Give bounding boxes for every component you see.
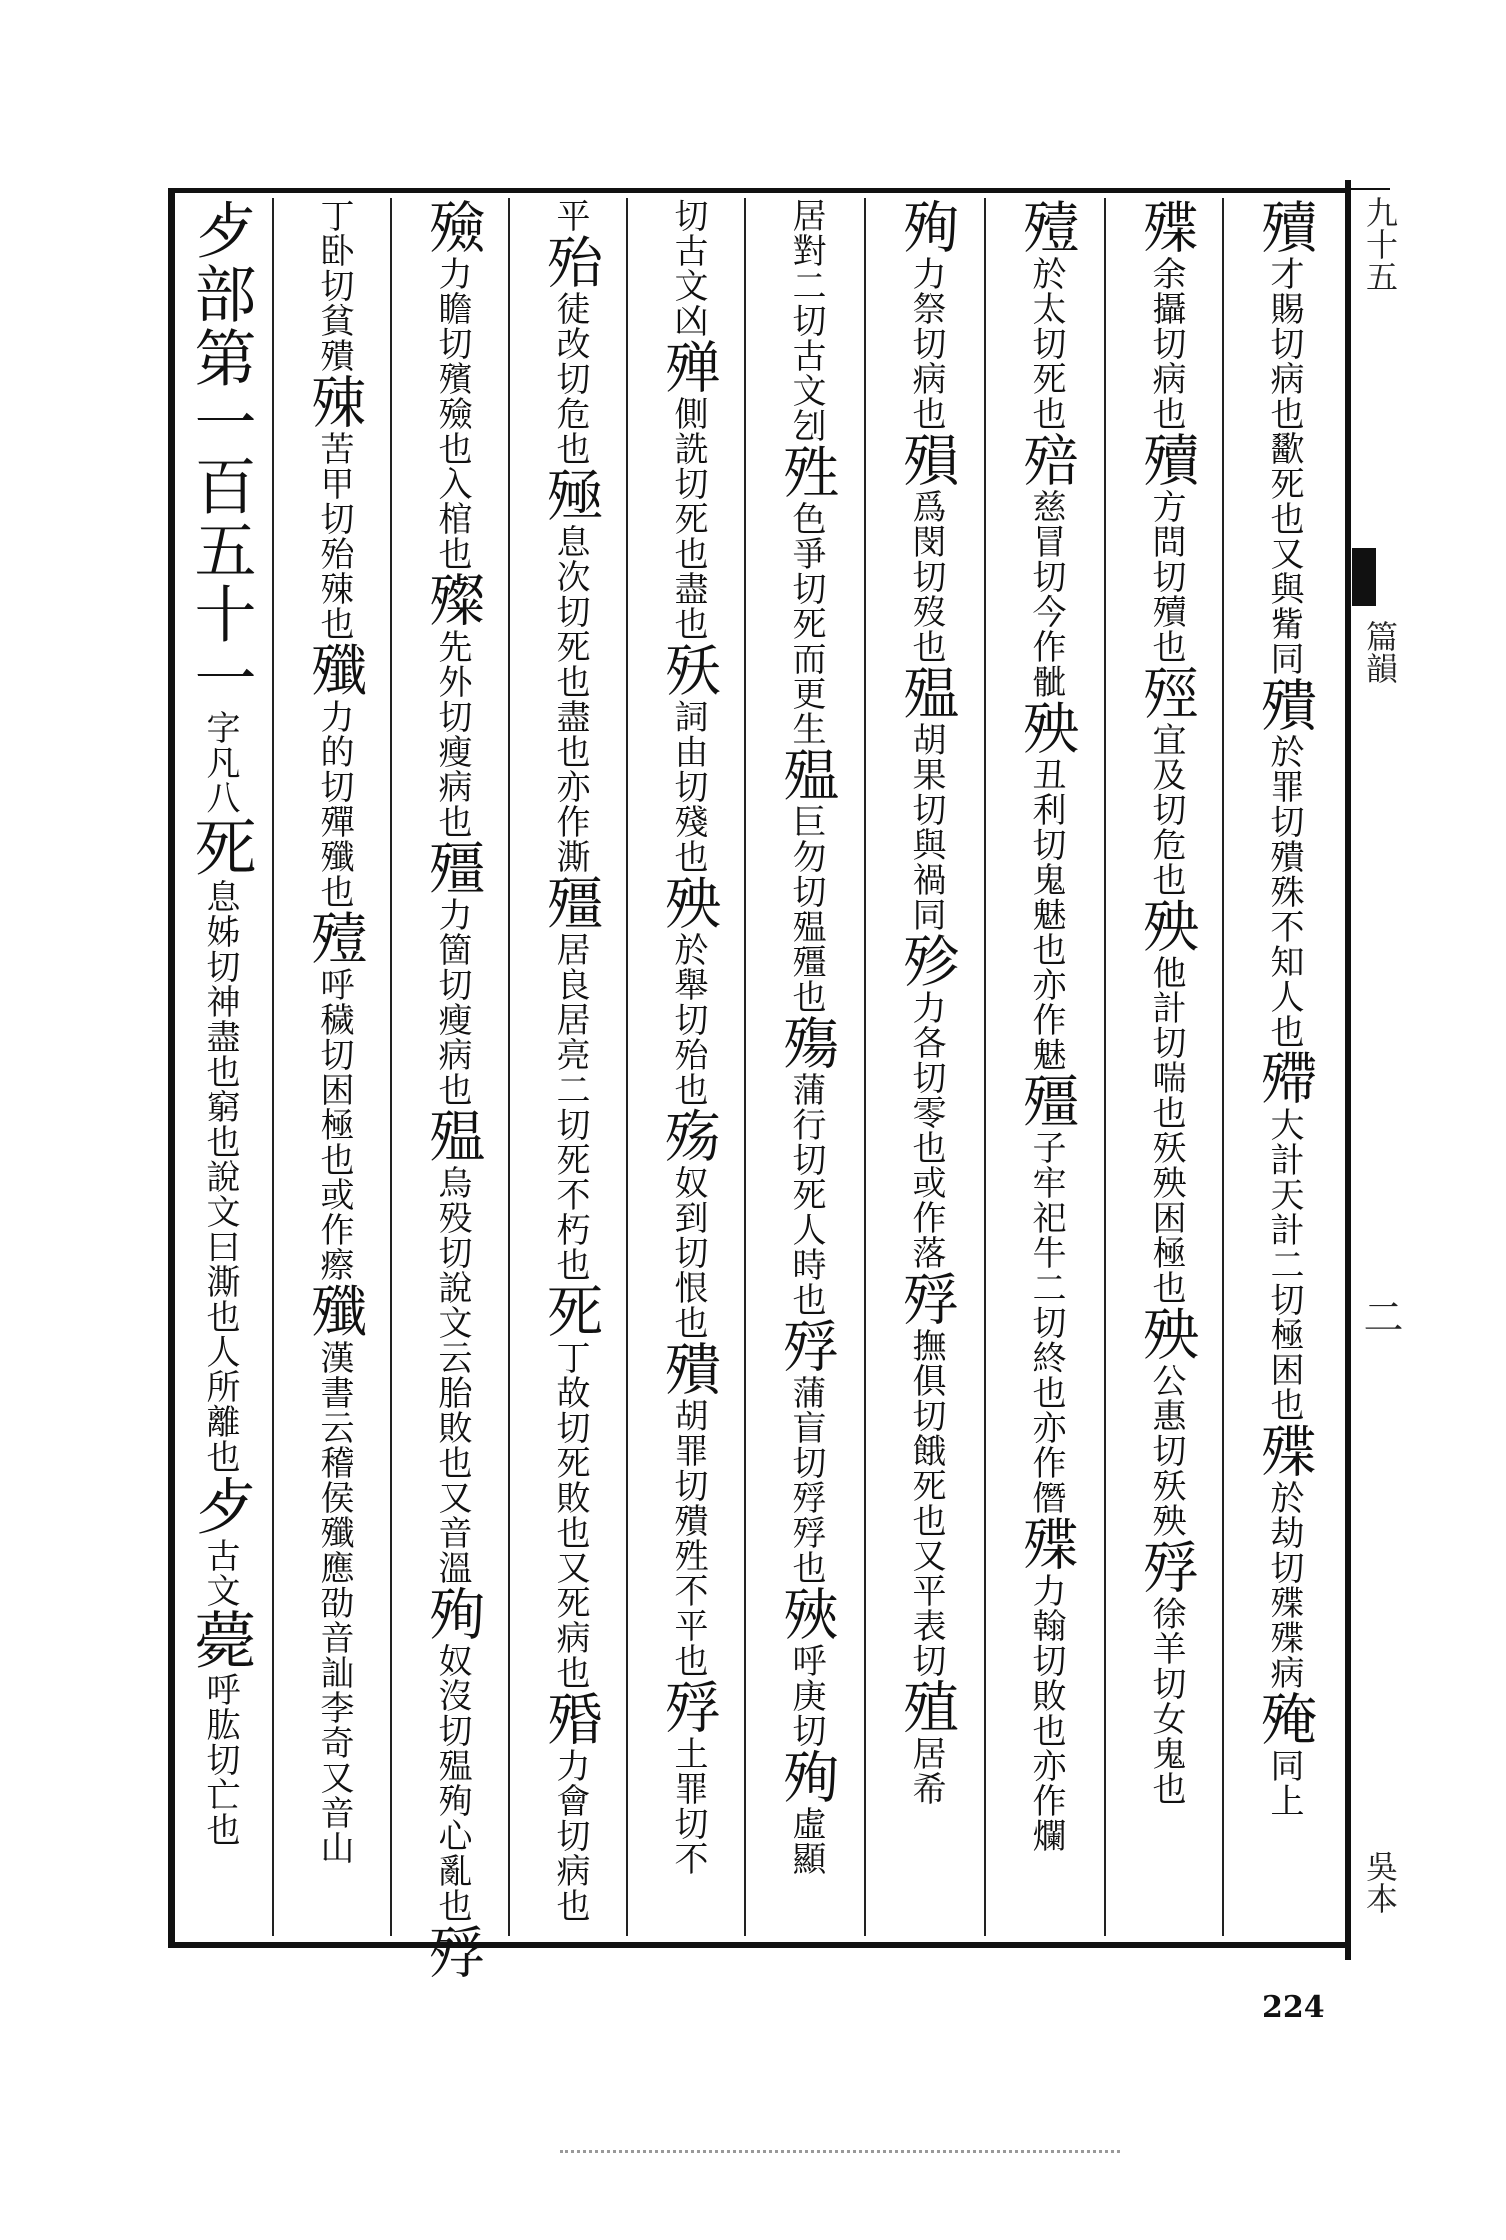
head-char: 殜	[1134, 198, 1199, 256]
gloss: 胡罪切殨殅不平也	[668, 1398, 708, 1678]
head-char: 殰	[1252, 198, 1317, 256]
head-char: 殍	[894, 1270, 959, 1328]
gloss: 大計天計二切極困也	[1264, 1107, 1304, 1422]
gloss: 色爭切死而更生	[786, 501, 826, 746]
head-char: 殮	[420, 198, 485, 256]
text-column-4	[870, 198, 982, 1938]
gloss: 蒲盲切殍殍也	[786, 1375, 826, 1585]
gloss: 丁故切死敗也又死病也	[550, 1340, 590, 1690]
head-char: 殲	[302, 1282, 367, 1340]
head-char: 殃	[656, 874, 721, 932]
column-divider	[744, 198, 746, 1936]
head-char: 殟	[894, 664, 959, 722]
head-char: 殨	[1252, 676, 1317, 734]
gloss: 宜及切危也	[1146, 722, 1186, 897]
gloss: 爲閔切歿也	[906, 489, 946, 664]
text-column-3	[990, 198, 1102, 1938]
column-divider	[626, 198, 628, 1936]
head-char: 歺	[184, 1474, 257, 1538]
column-divider	[390, 198, 392, 1936]
section-heading: 歺部第一百五十一	[184, 198, 257, 710]
gloss: 居	[786, 198, 826, 233]
gloss: 字	[200, 710, 240, 745]
column-divider	[864, 198, 866, 1936]
gloss: 丁	[314, 198, 354, 233]
gloss: 先外切瘦病也	[432, 629, 472, 839]
head-char: 殞	[894, 431, 959, 489]
text-column-1	[1228, 198, 1340, 1938]
gloss: 力箇切瘦病也	[432, 897, 472, 1107]
gloss: 側詵切死也盡也	[668, 396, 708, 641]
gloss: 詞由切殘也	[668, 699, 708, 874]
head-char: 殚	[656, 338, 721, 396]
head-char: 殎	[774, 1585, 839, 1643]
head-char: 殇	[656, 1107, 721, 1165]
head-char: 殕	[1014, 431, 1079, 489]
gloss: 奴到切恨也	[668, 1165, 708, 1340]
head-char: 死	[538, 1282, 603, 1340]
head-char: 殀	[656, 641, 721, 699]
head-char: 殅	[774, 443, 839, 501]
gloss: 對二切古文刉	[786, 233, 826, 443]
head-char: 殲	[302, 641, 367, 699]
header-rule	[1350, 188, 1390, 190]
text-column-5	[750, 198, 862, 1938]
gloss: 巨勿切殟殭也	[786, 804, 826, 1014]
gloss: 呼庚切	[786, 1643, 826, 1748]
margin-bottom-label: 吳本	[1361, 1850, 1399, 1914]
gloss: 虛顯	[786, 1806, 826, 1876]
gloss: 呼穢切困極也或作瘵	[314, 967, 354, 1282]
head-char: 殍	[656, 1678, 721, 1736]
head-char: 殭	[538, 874, 603, 932]
section-heading-column	[168, 198, 280, 1938]
head-char: 殍	[420, 1923, 485, 1981]
head-char: 殢	[1252, 1049, 1317, 1107]
gloss: 慈冒切今作骴	[1026, 489, 1066, 699]
gloss: 於太切死也	[1026, 256, 1066, 431]
gloss: 余攝切病也	[1146, 256, 1186, 431]
margin-title-label: 篇韻	[1361, 620, 1399, 684]
head-char: 薨	[184, 1608, 257, 1672]
gloss: 居良居亮二切死不朽也	[550, 932, 590, 1282]
head-char: 死	[184, 815, 257, 879]
text-column-2	[1110, 198, 1222, 1938]
head-char: 殌	[1134, 664, 1199, 722]
head-char: 殭	[1014, 1072, 1079, 1130]
gloss: 力各切零也或作落	[906, 990, 946, 1270]
head-char: 殐	[302, 373, 367, 431]
head-char: 殰	[1134, 431, 1199, 489]
text-column-8	[396, 198, 508, 1981]
gloss: 於舉切殆也	[668, 932, 708, 1107]
gloss: 切	[668, 198, 708, 233]
gloss: 古文	[200, 1538, 240, 1608]
gloss: 卧切貧殨	[314, 233, 354, 373]
head-char: 殃	[1014, 699, 1079, 757]
gloss: 凡八	[200, 745, 240, 815]
gloss: 方問切殰也	[1146, 489, 1186, 664]
gloss: 同上	[1264, 1748, 1304, 1818]
head-char: 殪	[302, 909, 367, 967]
head-char: 殉	[420, 1585, 485, 1643]
head-char: 殉	[894, 198, 959, 256]
head-char: 殜	[1014, 1515, 1079, 1573]
gloss: 胡果切與禍同	[906, 722, 946, 932]
gloss: 力翰切敗也亦作爛	[1026, 1573, 1066, 1853]
gloss: 蒲行切死人時也	[786, 1072, 826, 1317]
gloss: 居希	[906, 1736, 946, 1806]
gloss: 漢書云稽侯殲應劭音訕李奇又音山	[314, 1340, 354, 1865]
gloss: 奴沒切殟殉心亂也	[432, 1643, 472, 1923]
gloss: 力的切殫殲也	[314, 699, 354, 909]
gloss: 苦甲切殆殐也	[314, 431, 354, 641]
head-char: 殖	[894, 1678, 959, 1736]
head-char: 殟	[774, 746, 839, 804]
gloss: 公惠切殀殃	[1146, 1363, 1186, 1538]
head-char: 殛	[538, 466, 603, 524]
gloss: 撫俱切餓死也又平表切	[906, 1328, 946, 1678]
head-char: 殃	[1134, 897, 1199, 955]
page-number: 224	[1262, 1990, 1325, 2025]
right-border-rule	[1345, 180, 1351, 1960]
gloss: 息次切死也盡也亦作澌	[550, 524, 590, 874]
head-char: 殆	[538, 233, 603, 291]
head-char: 殭	[420, 839, 485, 897]
gloss: 古文凶	[668, 233, 708, 338]
gloss: 於劫切殜殜病	[1264, 1480, 1304, 1690]
gloss: 息姊切神盡也窮也說文曰澌也人所離也	[200, 879, 240, 1474]
gloss: 力祭切病也	[906, 256, 946, 431]
head-char: 殃	[1134, 1305, 1199, 1363]
margin-top-label: 九十五	[1361, 196, 1399, 292]
margin-fishtail-mark	[1352, 548, 1376, 606]
gloss: 徐羊切女鬼也	[1146, 1596, 1186, 1806]
text-column-9	[278, 198, 390, 1938]
margin-leaf-number: 二	[1357, 1296, 1403, 1336]
gloss: 徒改切危也	[550, 291, 590, 466]
gloss: 平	[550, 198, 590, 233]
head-char: 殟	[420, 1107, 485, 1165]
scan-artifact-dots	[560, 2150, 1120, 2157]
column-divider	[1222, 198, 1224, 1936]
head-char: 殗	[1252, 1690, 1317, 1748]
gloss: 子牢祀牛二切終也亦作僭	[1026, 1130, 1066, 1515]
head-char: 殜	[1252, 1422, 1317, 1480]
column-divider	[984, 198, 986, 1936]
gloss: 才賜切病也歠死也又與觜同	[1264, 256, 1304, 676]
gloss: 於罪切殨殊不知人也	[1264, 734, 1304, 1049]
head-char: 殉	[774, 1748, 839, 1806]
gloss: 土罪切不	[668, 1736, 708, 1876]
head-char: 殤	[774, 1014, 839, 1072]
head-char: 殍	[774, 1317, 839, 1375]
head-char: 殨	[656, 1340, 721, 1398]
head-char: 殙	[538, 1690, 603, 1748]
gloss: 他計切喘也殀殃困極也	[1146, 955, 1186, 1305]
text-column-6	[632, 198, 744, 1938]
head-char: 殪	[1014, 198, 1079, 256]
gloss: 烏殁切說文云胎敗也又音溫	[432, 1165, 472, 1585]
head-char: 殍	[1134, 1538, 1199, 1596]
column-divider	[508, 198, 510, 1936]
head-char: 殩	[420, 571, 485, 629]
gloss: 呼肱切亡也	[200, 1672, 240, 1847]
gloss: 力會切病也	[550, 1748, 590, 1923]
head-char: 殄	[894, 932, 959, 990]
gloss: 力瞻切殯殮也入棺也	[432, 256, 472, 571]
gloss: 丑利切鬼魅也亦作魅	[1026, 757, 1066, 1072]
column-divider	[1104, 198, 1106, 1936]
text-column-7	[514, 198, 626, 1938]
